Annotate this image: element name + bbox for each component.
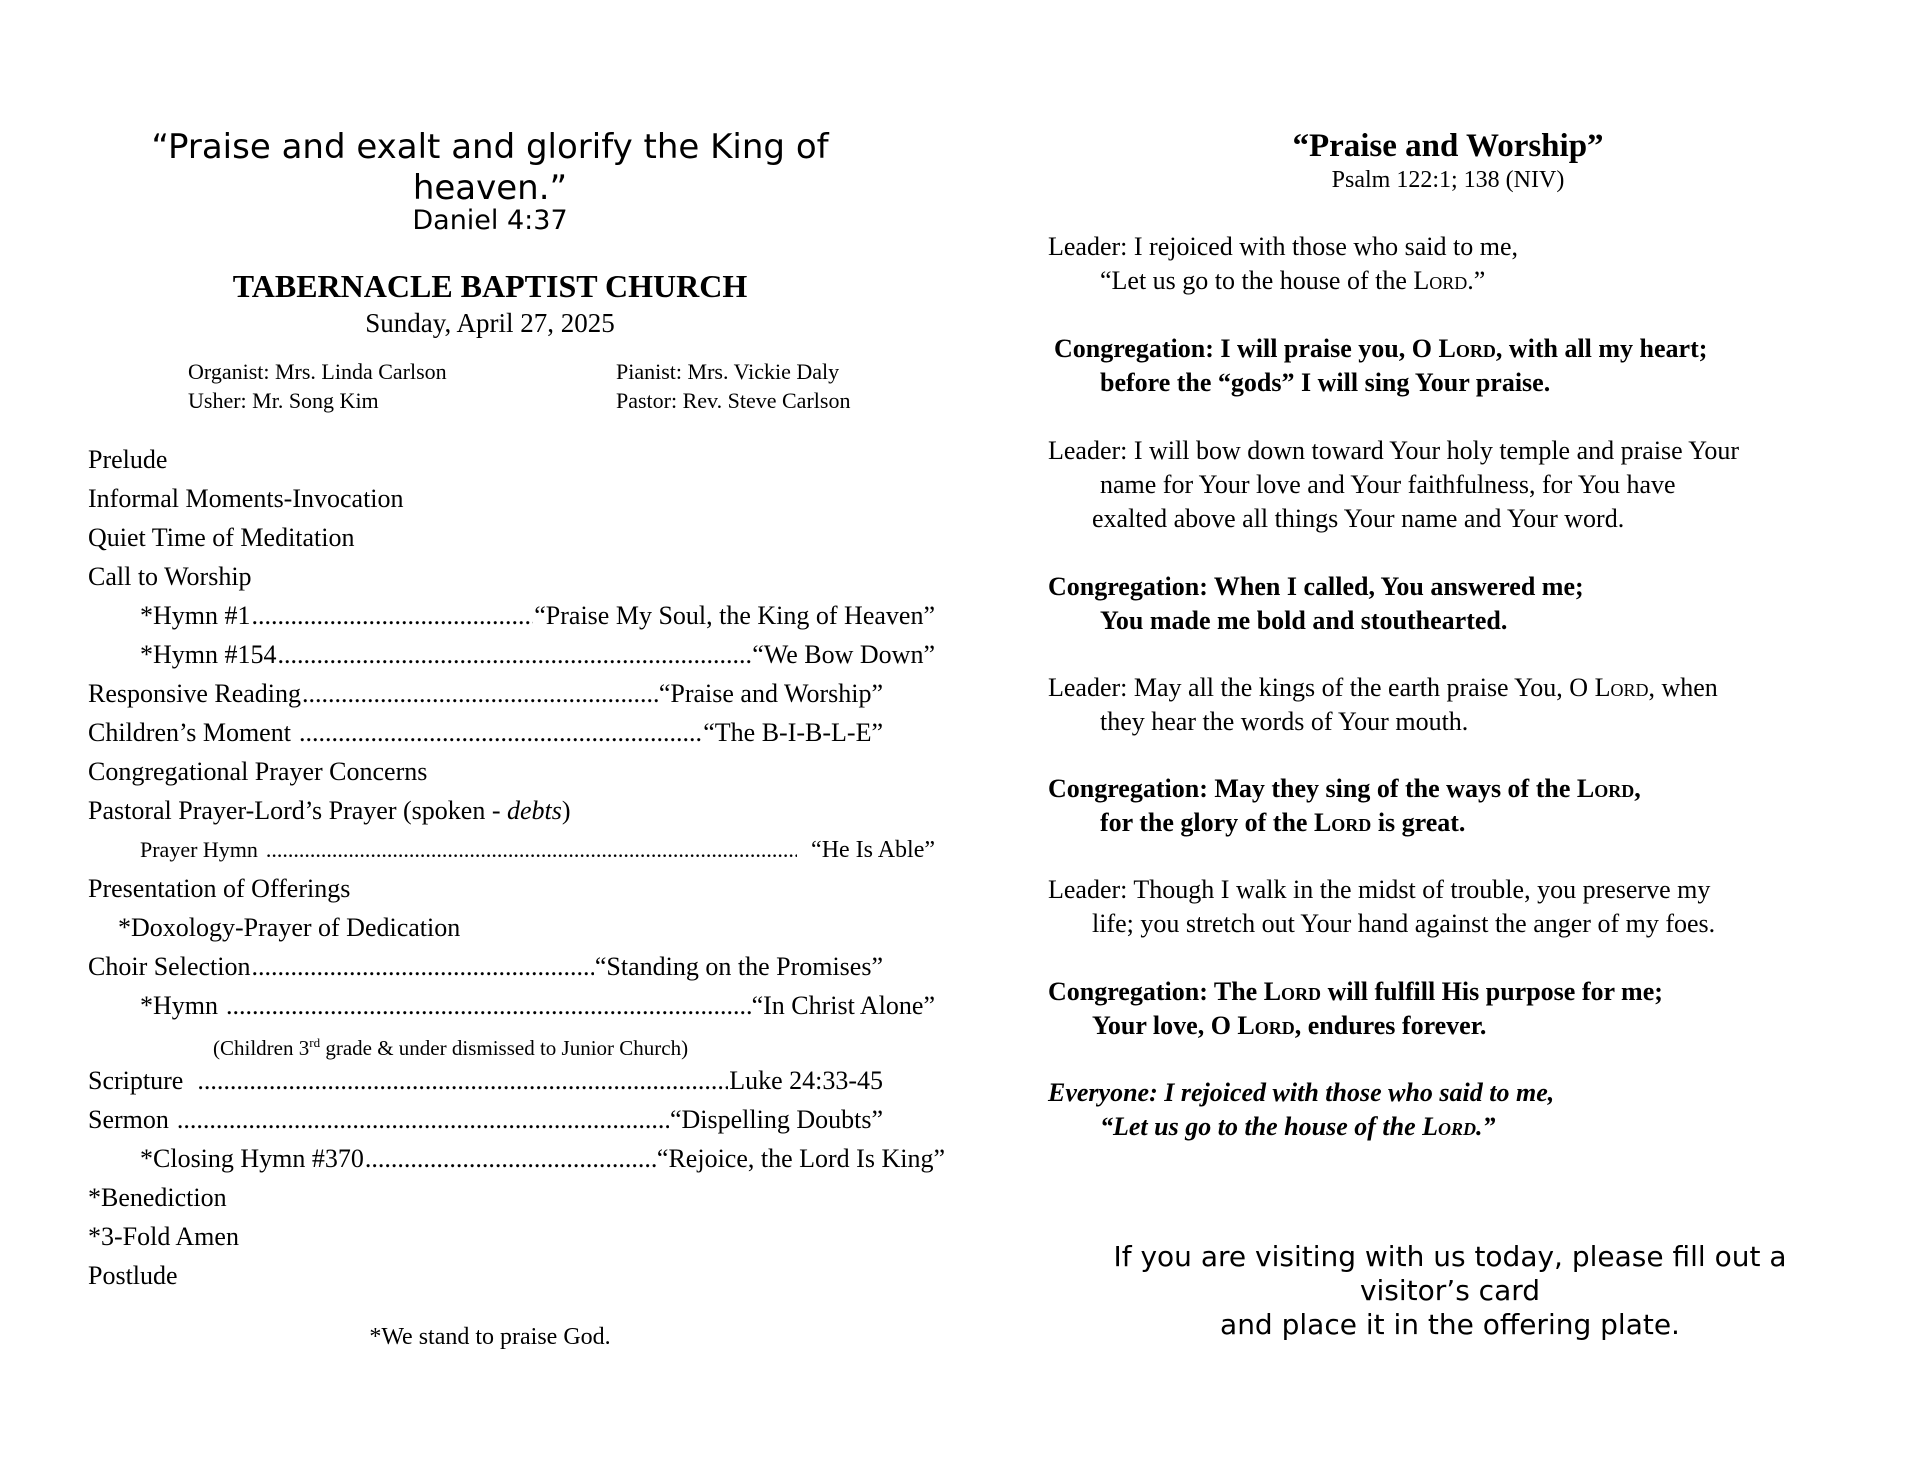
order-item: *Benediction <box>88 1183 227 1212</box>
leader-reading-1: Leader: I rejoiced with those who said to me, “Let us go to the house of the Lord.” <box>1048 232 1519 295</box>
reading-title: “Praise and Worship” <box>1292 128 1604 164</box>
verse-reference: Daniel 4:37 <box>412 205 568 236</box>
order-item: Pastoral Prayer-Lord’s Prayer (spoken - debts) <box>88 796 571 825</box>
usher: Usher: Mr. Song Kim <box>188 388 379 413</box>
staff-list-left <box>188 357 447 415</box>
order-item: Call to Worship <box>88 562 252 591</box>
visitor-note <box>1070 1240 1830 1342</box>
order-of-worship <box>88 440 945 1295</box>
order-item: *Hymn ..... “In Christ Alone” <box>88 986 935 1025</box>
order-item: *Hymn #1 ..... “Praise My Soul, the King of Heaven” <box>88 596 935 635</box>
visitor-line-1: If you are visiting with us today, please fill out a <box>1113 1240 1787 1273</box>
order-item: Responsive Reading ..... “Praise and Worship” <box>88 674 883 713</box>
order-item: Prayer Hymn ..... “He Is Able” <box>88 830 935 869</box>
visitor-line-2: visitor’s card <box>1359 1274 1541 1307</box>
order-item: Congregational Prayer Concerns <box>88 757 428 786</box>
reading-scripture-ref: Psalm 122:1; 138 (NIV) <box>1331 167 1565 193</box>
pastor: Pastor: Rev. Steve Carlson <box>616 388 851 413</box>
order-item: Sermon ..... “Dispelling Doubts” <box>88 1100 883 1139</box>
order-item: Scripture ..... Luke 24:33-45 <box>88 1061 883 1100</box>
congregation-reading-1: Congregation: I will praise you, O Lord, with all my heart; before the “gods” I will sing Your praise. <box>1054 334 1708 397</box>
leader-reading-2: Leader: I will bow down toward Your holy temple and praise Your name for Your love and Your faithfulness, for You have exalted above all things Your name and Your word. <box>1048 436 1740 533</box>
order-item: *Closing Hymn #370 ..... “Rejoice, the Lord Is King” <box>88 1139 945 1178</box>
leader-reading-4: Leader: Though I walk in the midst of trouble, you preserve my life; you stretch out Your hand against the anger of my foes. <box>1048 875 1716 938</box>
verse-line-1: “Praise and exalt and glorify the King of <box>151 127 829 167</box>
order-note: (Children 3rd grade & under dismissed to Junior Church) <box>213 1035 689 1060</box>
verse-line-2: heaven.” <box>412 168 568 208</box>
organist: Organist: Mrs. Linda Carlson <box>188 359 447 384</box>
order-item: *3-Fold Amen <box>88 1222 239 1251</box>
cover-verse <box>140 127 840 209</box>
order-item: Presentation of Offerings <box>88 874 351 903</box>
order-item: *Hymn #154 ..... “We Bow Down” <box>88 635 935 674</box>
order-item: Choir Selection ..... “Standing on the Promises” <box>88 947 883 986</box>
order-item: Quiet Time of Meditation <box>88 523 355 552</box>
service-date: Sunday, April 27, 2025 <box>365 308 615 338</box>
everyone-reading: Everyone: I rejoiced with those who said to me, “Let us go to the house of the Lord.” <box>1048 1078 1555 1141</box>
pianist: Pianist: Mrs. Vickie Daly <box>616 359 840 384</box>
congregation-reading-3: Congregation: May they sing of the ways of the Lord, for the glory of the Lord is great. <box>1048 774 1641 837</box>
order-item: Postlude <box>88 1261 178 1290</box>
church-name: TABERNACLE BAPTIST CHURCH <box>232 268 748 304</box>
congregation-reading-4: Congregation: The Lord will fulfill His purpose for me; Your love, O Lord, endures forever. <box>1048 977 1663 1040</box>
visitor-line-3: and place it in the offering plate. <box>1220 1308 1680 1341</box>
leader-reading-3: Leader: May all the kings of the earth praise You, O Lord, when they hear the words of Your mouth. <box>1048 673 1718 736</box>
stand-note: *We stand to praise God. <box>369 1324 611 1350</box>
order-item: Children’s Moment ..... “The B-I-B-L-E” <box>88 713 883 752</box>
congregation-reading-2: Congregation: When I called, You answered me; You made me bold and stouthearted. <box>1048 572 1584 635</box>
order-item: Prelude <box>88 445 168 474</box>
staff-list-right <box>616 357 850 415</box>
order-item: *Doxology-Prayer of Dedication <box>118 913 461 942</box>
order-item: Informal Moments-Invocation <box>88 484 404 513</box>
